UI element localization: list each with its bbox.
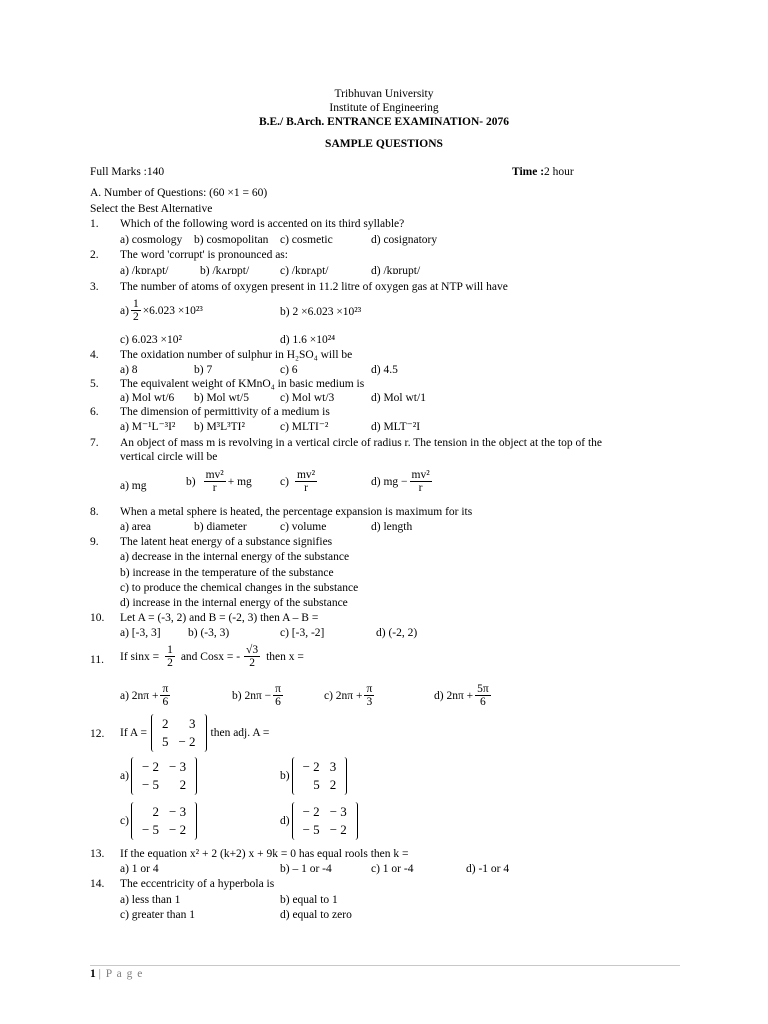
q11-text-mid: and Cosx = - <box>180 650 241 663</box>
q11-option-a-label: a) 2nπ + <box>120 689 159 702</box>
matrix-cell: 2 <box>161 716 169 731</box>
q7-option-a: a) mg <box>120 480 147 492</box>
q7-option-d-fraction <box>410 469 432 494</box>
q11-sin-denominator: 2 <box>167 657 173 669</box>
q12-option-a <box>120 757 197 795</box>
q12-option-d <box>280 802 358 840</box>
q11-option-c-fraction <box>364 683 374 708</box>
sample-questions-title: SAMPLE QUESTIONS <box>325 138 443 150</box>
q3-a-numerator: 1 <box>132 298 139 310</box>
q2-number: 2. <box>90 249 99 261</box>
q7-c-numerator: mv² <box>296 469 316 481</box>
q13-option-a: a) 1 or 4 <box>120 863 159 875</box>
q3-option-a <box>120 298 203 323</box>
section-instruction: Select the Best Alternative <box>90 203 213 215</box>
q5-number: 5. <box>90 378 99 390</box>
q2-option-c: c) /kɒrʌpt/ <box>280 265 329 277</box>
q4-option-a: a) 8 <box>120 364 138 376</box>
q14-text: The eccentricity of a hyperbola is <box>120 878 275 890</box>
matrix-cell: − 2 <box>302 759 320 774</box>
q1-option-c: c) cosmetic <box>280 234 333 246</box>
q10-option-c: c) [-3, -2] <box>280 627 325 639</box>
q9-option-b: b) increase in the temperature of the substance <box>120 567 334 579</box>
q11-sin-fraction <box>165 644 175 669</box>
q13-option-b: b) – 1 or -4 <box>280 863 332 875</box>
q8-option-a: a) area <box>120 521 151 533</box>
q9-option-d: d) increase in the internal energy of the substance <box>120 597 348 609</box>
time-info <box>512 166 574 179</box>
matrix-cell: − 5 <box>141 777 160 792</box>
q8-option-c: c) volume <box>280 521 327 533</box>
q7-number: 7. <box>90 437 99 449</box>
q2-option-a: a) /kɒrʌpt/ <box>120 265 169 277</box>
q4-option-d: d) 4.5 <box>371 364 398 376</box>
q3-option-b: b) 2 ×6.023 ×10²³ <box>280 306 362 318</box>
page-footer <box>90 968 143 981</box>
time-value: 2 hour <box>544 166 574 178</box>
q12-option-c <box>120 802 197 840</box>
q7-b-denominator: r <box>212 482 217 494</box>
q8-option-d: d) length <box>371 521 413 533</box>
q10-option-b: b) (-3, 3) <box>188 627 230 639</box>
matrix-cell: 2 <box>179 777 187 792</box>
q14-option-c: c) greater than 1 <box>120 909 196 921</box>
q6-text: The dimension of permittivity of a medium is <box>120 406 330 418</box>
matrix-cell: − 3 <box>169 759 187 774</box>
q3-text: The number of atoms of oxygen present in 11.2 litre of oxygen gas at NTP will have <box>120 281 508 293</box>
exam-title: B.E./ B.Arch. ENTRANCE EXAMINATION- 2076 <box>258 116 510 128</box>
q12-option-b <box>280 757 347 795</box>
q7-d-denominator: r <box>418 482 423 494</box>
q12-option-d-label: d) <box>280 815 290 827</box>
q11-cos-numerator: √3 <box>246 644 259 656</box>
q14-option-d: d) equal to zero <box>280 909 352 921</box>
q4-option-b: b) 7 <box>194 364 213 376</box>
matrix-cell: − 2 <box>178 734 196 749</box>
q3-option-a-label: a) <box>120 304 129 317</box>
matrix-cell: − 5 <box>141 822 160 837</box>
q11-a-numerator: π <box>162 683 169 695</box>
q8-option-b: b) diameter <box>194 521 247 533</box>
q14-option-a: a) less than 1 <box>120 894 181 906</box>
q4-option-c: c) 6 <box>280 364 298 376</box>
q6-option-c: c) MLTI⁻² <box>280 421 329 433</box>
q12-option-a-label: a) <box>120 770 129 782</box>
q12-option-d-matrix <box>292 802 358 840</box>
time-label: Time : <box>512 166 545 178</box>
q7-option-c <box>280 469 319 494</box>
q1-option-a: a) cosmology <box>120 234 183 246</box>
q12-number: 12. <box>90 728 105 740</box>
q10-text: Let A = (-3, 2) and B = (-2, 3) then A – B = <box>120 612 319 624</box>
q9-text: The latent heat energy of a substance signifies <box>120 536 333 548</box>
q7-option-b-rest: + mg <box>227 475 252 488</box>
q11-option-c-label: c) 2nπ + <box>324 689 363 702</box>
q12-option-b-label: b) <box>280 770 290 782</box>
q11-question <box>120 644 304 669</box>
matrix-cell: − 5 <box>302 822 320 837</box>
q3-number: 3. <box>90 281 99 293</box>
q7-option-c-label: c) <box>280 475 289 488</box>
q3-option-a-rest: ×6.023 ×10²³ <box>142 304 203 317</box>
q3-option-d: d) 1.6 ×10²⁴ <box>280 334 336 346</box>
q4-number: 4. <box>90 349 99 361</box>
q14-option-b: b) equal to 1 <box>280 894 338 906</box>
q9-number: 9. <box>90 536 99 548</box>
q11-b-numerator: π <box>275 683 281 695</box>
q7-c-denominator: r <box>304 482 308 494</box>
q5-text: The equivalent weight of KMnO₄ in basic medium is <box>120 378 365 390</box>
q6-option-a: a) M⁻¹L⁻³I² <box>120 421 176 433</box>
q11-option-d-label: d) 2nπ + <box>434 689 474 702</box>
q5-option-d: d) Mol wt/1 <box>371 392 426 404</box>
institute-name: Institute of Engineering <box>329 102 439 114</box>
q11-option-d <box>434 683 493 708</box>
q11-c-denominator: 3 <box>366 696 373 708</box>
q12-option-c-label: c) <box>120 815 129 827</box>
q12-text-post: then adj. A = <box>210 727 270 739</box>
q13-option-d: d) -1 or 4 <box>466 863 510 875</box>
matrix-cell: − 2 <box>302 804 320 819</box>
q11-sin-numerator: 1 <box>167 644 173 656</box>
q6-option-d: d) MLT⁻²I <box>371 421 421 433</box>
q1-number: 1. <box>90 218 99 230</box>
q13-option-c: c) 1 or -4 <box>371 863 414 875</box>
q11-d-denominator: 6 <box>480 696 486 708</box>
q2-option-b: b) /kʌrɒpt/ <box>200 265 250 277</box>
q11-option-c <box>324 683 376 708</box>
q13-number: 13. <box>90 848 105 860</box>
q12-option-b-matrix <box>292 757 348 795</box>
q3-option-a-fraction <box>131 298 141 323</box>
matrix-cell: 5 <box>161 734 169 749</box>
matrix-cell: − 2 <box>141 759 160 774</box>
q12-question <box>120 714 269 752</box>
q7-option-c-fraction <box>295 469 317 494</box>
q11-cos-denominator: 2 <box>249 657 255 669</box>
q9-option-c: c) to produce the chemical changes in the substance <box>120 582 359 594</box>
q7-option-d-label: d) mg − <box>371 475 408 488</box>
q8-number: 8. <box>90 506 99 518</box>
q7-option-d <box>371 469 434 494</box>
q14-number: 14. <box>90 878 105 890</box>
q11-b-denominator: 6 <box>275 696 281 708</box>
q1-text: Which of the following word is accented on its third syllable? <box>120 218 405 230</box>
q5-option-b: b) Mol wt/5 <box>194 392 249 404</box>
q11-d-numerator: 5π <box>477 683 489 695</box>
q6-number: 6. <box>90 406 99 418</box>
q11-option-d-fraction <box>475 683 491 708</box>
section-title: A. Number of Questions: (60 ×1 = 60) <box>90 187 268 199</box>
q11-text-pre: If sinx = <box>120 650 160 663</box>
full-marks: Full Marks :140 <box>90 166 165 178</box>
q13-text: If the equation x² + 2 (k+2) x + 9k = 0 has equal rools then k = <box>120 848 409 860</box>
q12-matrix-a <box>151 714 207 752</box>
q10-option-d: d) (-2, 2) <box>376 627 418 639</box>
q11-c-numerator: π <box>366 683 373 695</box>
q2-option-d: d) /kɒrupt/ <box>371 265 421 277</box>
q7-b-numerator: mv² <box>205 469 224 481</box>
q11-a-denominator: 6 <box>162 696 169 708</box>
university-name: Tribhuvan University <box>334 88 434 100</box>
q11-cos-fraction <box>244 644 260 669</box>
q9-option-a: a) decrease in the internal energy of the substance <box>120 551 350 563</box>
matrix-cell: − 3 <box>329 804 347 819</box>
q12-text-pre: If A = <box>120 727 147 739</box>
q7-option-b-label: b) <box>186 475 196 488</box>
page-label: | P a g e <box>98 968 144 980</box>
matrix-cell: − 3 <box>169 804 187 819</box>
q1-option-b: b) cosmopolitan <box>194 234 269 246</box>
q6-option-b: b) M³L³TI² <box>194 421 245 433</box>
q12-option-c-matrix <box>131 802 197 840</box>
q11-option-b-label: b) 2nπ − <box>232 689 272 702</box>
q4-text: The oxidation number of sulphur in H₂SO₄ will be <box>120 349 353 361</box>
matrix-cell: 3 <box>329 759 337 774</box>
q11-option-b <box>232 683 285 708</box>
q10-number: 10. <box>90 612 105 624</box>
q11-option-a-fraction <box>160 683 170 708</box>
q8-text: When a metal sphere is heated, the percentage expansion is maximum for its <box>120 506 473 518</box>
matrix-cell: 3 <box>189 716 196 731</box>
q10-option-a: a) [-3, 3] <box>120 627 161 639</box>
q2-text: The word 'corrupt' is pronounced as: <box>120 249 288 261</box>
q5-option-c: c) Mol wt/3 <box>280 392 335 404</box>
q11-number: 11. <box>90 654 104 666</box>
q11-text-post: then x = <box>266 650 304 663</box>
matrix-cell: − 2 <box>169 822 187 837</box>
q7-option-b-fraction <box>204 469 226 494</box>
q12-option-a-matrix <box>131 757 197 795</box>
matrix-cell: − 2 <box>329 822 347 837</box>
matrix-cell: 5 <box>313 777 320 792</box>
matrix-cell: 2 <box>329 777 337 792</box>
footer-divider <box>90 965 680 966</box>
q7-text-line1: An object of mass m is revolving in a vertical circle of radius r. The tension in the object at the top of the <box>120 437 603 449</box>
q7-option-b <box>186 469 252 494</box>
q11-option-b-fraction <box>273 683 283 708</box>
q3-option-c: c) 6.023 ×10² <box>120 334 182 346</box>
matrix-cell: 2 <box>152 804 160 819</box>
q7-text-line2: vertical circle will be <box>120 451 218 463</box>
q5-option-a: a) Mol wt/6 <box>120 392 175 404</box>
q7-d-numerator: mv² <box>411 469 430 481</box>
page-number: 1 <box>90 968 96 980</box>
q1-option-d: d) cosignatory <box>371 234 438 246</box>
q3-a-denominator: 2 <box>132 311 139 323</box>
q11-option-a <box>120 683 172 708</box>
